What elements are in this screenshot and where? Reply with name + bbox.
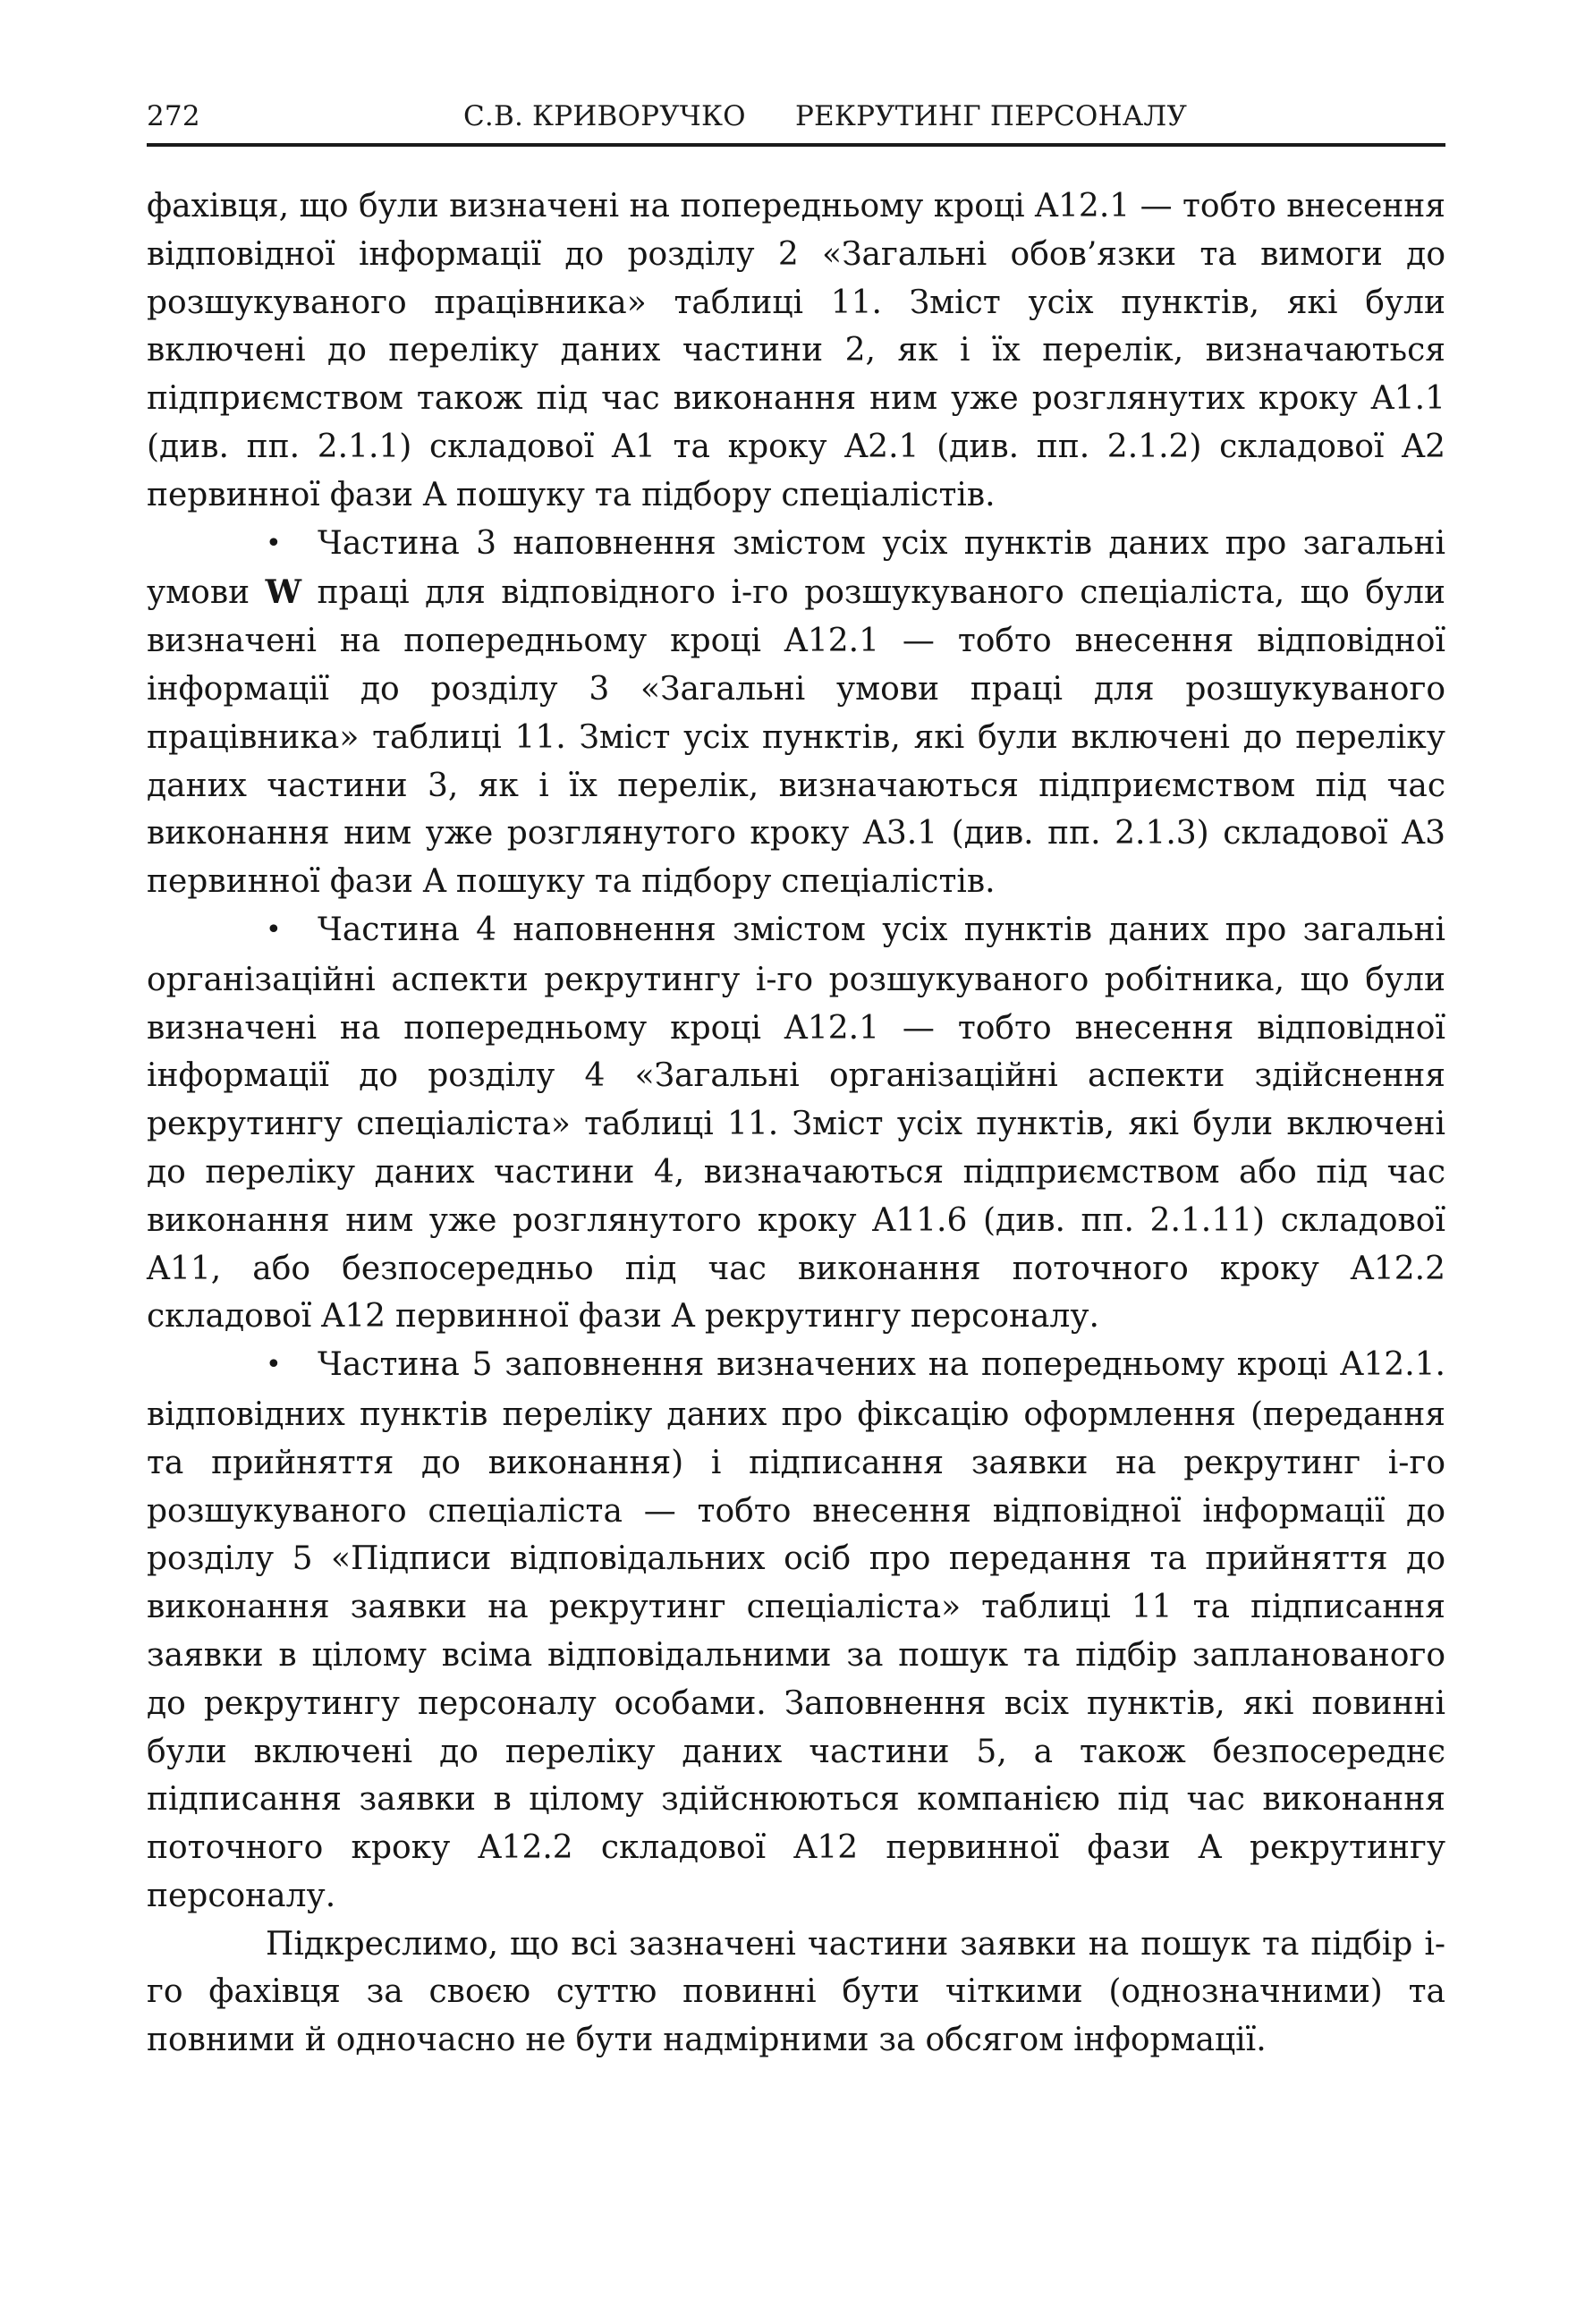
body-text xyxy=(147,182,1445,2065)
bullet-icon: • xyxy=(266,1349,282,1381)
book-page xyxy=(147,97,1445,2065)
header-book-title: РЕКРУТИНГ ПЕРСОНАЛУ xyxy=(795,100,1188,132)
paragraph-conclusion: Підкреслимо, що всі зазначені частини заявки на пошук та підбір і-го фахівця за своєю суттю повинні бути чіткими (однозначними) та повними й одночасно не бути надмірними за обсягом інформації. xyxy=(147,1925,1445,2059)
part-3-text-start: Частина 3 наповнення змістом усіх пунктів даних про загальні умови xyxy=(147,524,1445,612)
bullet-paragraph-part-3 xyxy=(147,520,1445,906)
bullet-icon: • xyxy=(266,527,282,559)
paragraph-continuation: фахівця, що були визначені на попередньому кроці A12.1 — тобто внесення відповідної інформації до розділу 2 «Загальні обов’язки та вимоги до розшукуваного працівника» таблиці 11. Зміст усіх пунктів, які були включені до переліку даних частини 2, як і їх перелік, визначаються підприємством також під час виконання ним уже розглянутих кроку A1.1 (див. пп. 2.1.1) складової A1 та кроку A2.1 (див. пп. 2.1.2) складової A2 первинної фази A пошуку та підбору спеціалістів. xyxy=(147,188,1445,513)
bullet-icon: • xyxy=(266,913,282,946)
running-header xyxy=(147,97,1445,138)
part-4-text: Частина 4 наповнення змістом усіх пунктів даних про загальні організаційні аспекти рекрутингу і-го розшукуваного робітника, що були визначені на попередньому кроці A12.1 — тобто внесення відповідної інформації до розділу 4 «Загальні організаційні аспекти здійснення рекрутингу спеціаліста» таблиці 11. Зміст усіх пунктів, які були включені до переліку даних частини 4, визначаються підприємством або під час виконання ним уже розглянутого кроку A11.6 (див. пп. 2.1.11) складової A11, або безпосередньо під час виконання поточного кроку A12.2 складової A12 первинної фази A рекрутингу персоналу. xyxy=(147,911,1445,1336)
bullet-paragraph-part-4 xyxy=(147,906,1445,1341)
header-author: С.В. КРИВОРУЧКО xyxy=(463,100,746,132)
page-number: 272 xyxy=(147,100,200,132)
header-rule xyxy=(147,143,1445,147)
part-3-text-end: праці для відповідного і-го розшукуваного спеціаліста, що були визначені на попередньому кроці A12.1 — тобто внесення відповідної інформації до розділу 3 «Загальні умови праці для розшукуваного працівника» таблиці 11. Зміст усіх пунктів, які були включені до переліку даних частини 3, як і їх перелік, визначаються підприємством під час виконання ним уже розглянутого кроку A3.1 (див. пп. 2.1.3) складової A3 первинної фази A пошуку та підбору спеціалістів. xyxy=(147,574,1445,901)
part-5-text: Частина 5 заповнення визначених на попередньому кроці A12.1. відповідних пунктів переліку даних про фіксацію оформлення (передання та прийняття до виконання) і підписання заявки на рекрутинг і-го розшукуваного спеціаліста — тобто внесення відповідної інформації до розділу 5 «Підписи відповідальних осіб про передання та прийняття до виконання заявки на рекрутинг спеціаліста» таблиці 11 та підписання заявки в цілому всіма відповідальними за пошук та підбір запланованого до рекрутингу персоналу особами. Заповнення всіх пунктів, які повинні були включені до переліку даних частини 5, а також безпосереднє підписання заявки в цілому здійснюються компанією під час виконання поточного кроку A12.2 складової A12 первинної фази A рекрутингу персоналу. xyxy=(147,1346,1445,1914)
bullet-paragraph-part-5 xyxy=(147,1341,1445,1921)
conditions-symbol: W xyxy=(265,573,302,612)
